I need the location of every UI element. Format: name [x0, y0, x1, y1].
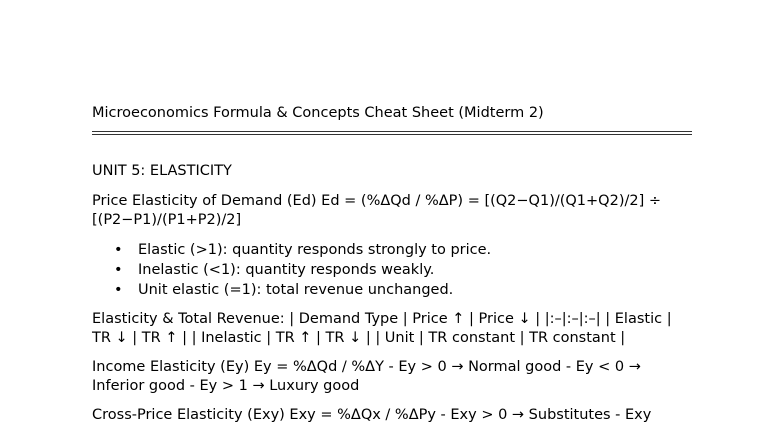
list-item [114, 240, 692, 260]
income-elasticity: Income Elasticity (Ey) Ey = %ΔQd / %ΔY - Ey > 0 → Normal good - Ey < 0 → Inferior good - Ey > 1 → Luxury good [92, 359, 641, 394]
document-page [92, 0, 692, 441]
list-item-text: Inelastic (<1): quantity responds weakly. [138, 262, 435, 278]
unit-heading: UNIT 5: ELASTICITY [92, 163, 232, 179]
divider-line-top [92, 131, 692, 132]
list-item-text: Elastic (>1): quantity responds strongly to price. [138, 242, 492, 258]
bullet-icon: • [114, 242, 123, 258]
elasticity-total-revenue: Elasticity & Total Revenue: | Demand Type | Price ↑ | Price ↓ | |:–|:–|:–| | Elastic | TR ↓ | TR ↑ | | Inelastic | TR ↑ | TR ↓ | | Unit | TR constant | TR constant | [92, 311, 672, 346]
bullet-icon: • [114, 282, 123, 298]
title-divider [92, 131, 692, 136]
list-item [114, 260, 692, 280]
document-body [92, 162, 692, 435]
ped-bullet-list [92, 240, 692, 300]
divider-line-bottom [92, 134, 692, 135]
ped-formula: Price Elasticity of Demand (Ed) Ed = (%ΔQd / %ΔP) = [(Q2−Q1)/(Q1+Q2)/2] ÷ [(P2−P1)/(P1+P2)/2] [92, 193, 661, 228]
cross-price-elasticity: Cross-Price Elasticity (Exy) Exy = %ΔQx / %ΔPy - Exy > 0 → Substitutes - Exy [92, 407, 652, 423]
list-item-text: Unit elastic (=1): total revenue unchanged. [138, 282, 454, 298]
document-title: Microeconomics Formula & Concepts Cheat Sheet (Midterm 2) [92, 105, 544, 121]
bullet-icon: • [114, 262, 123, 278]
list-item [114, 280, 692, 300]
